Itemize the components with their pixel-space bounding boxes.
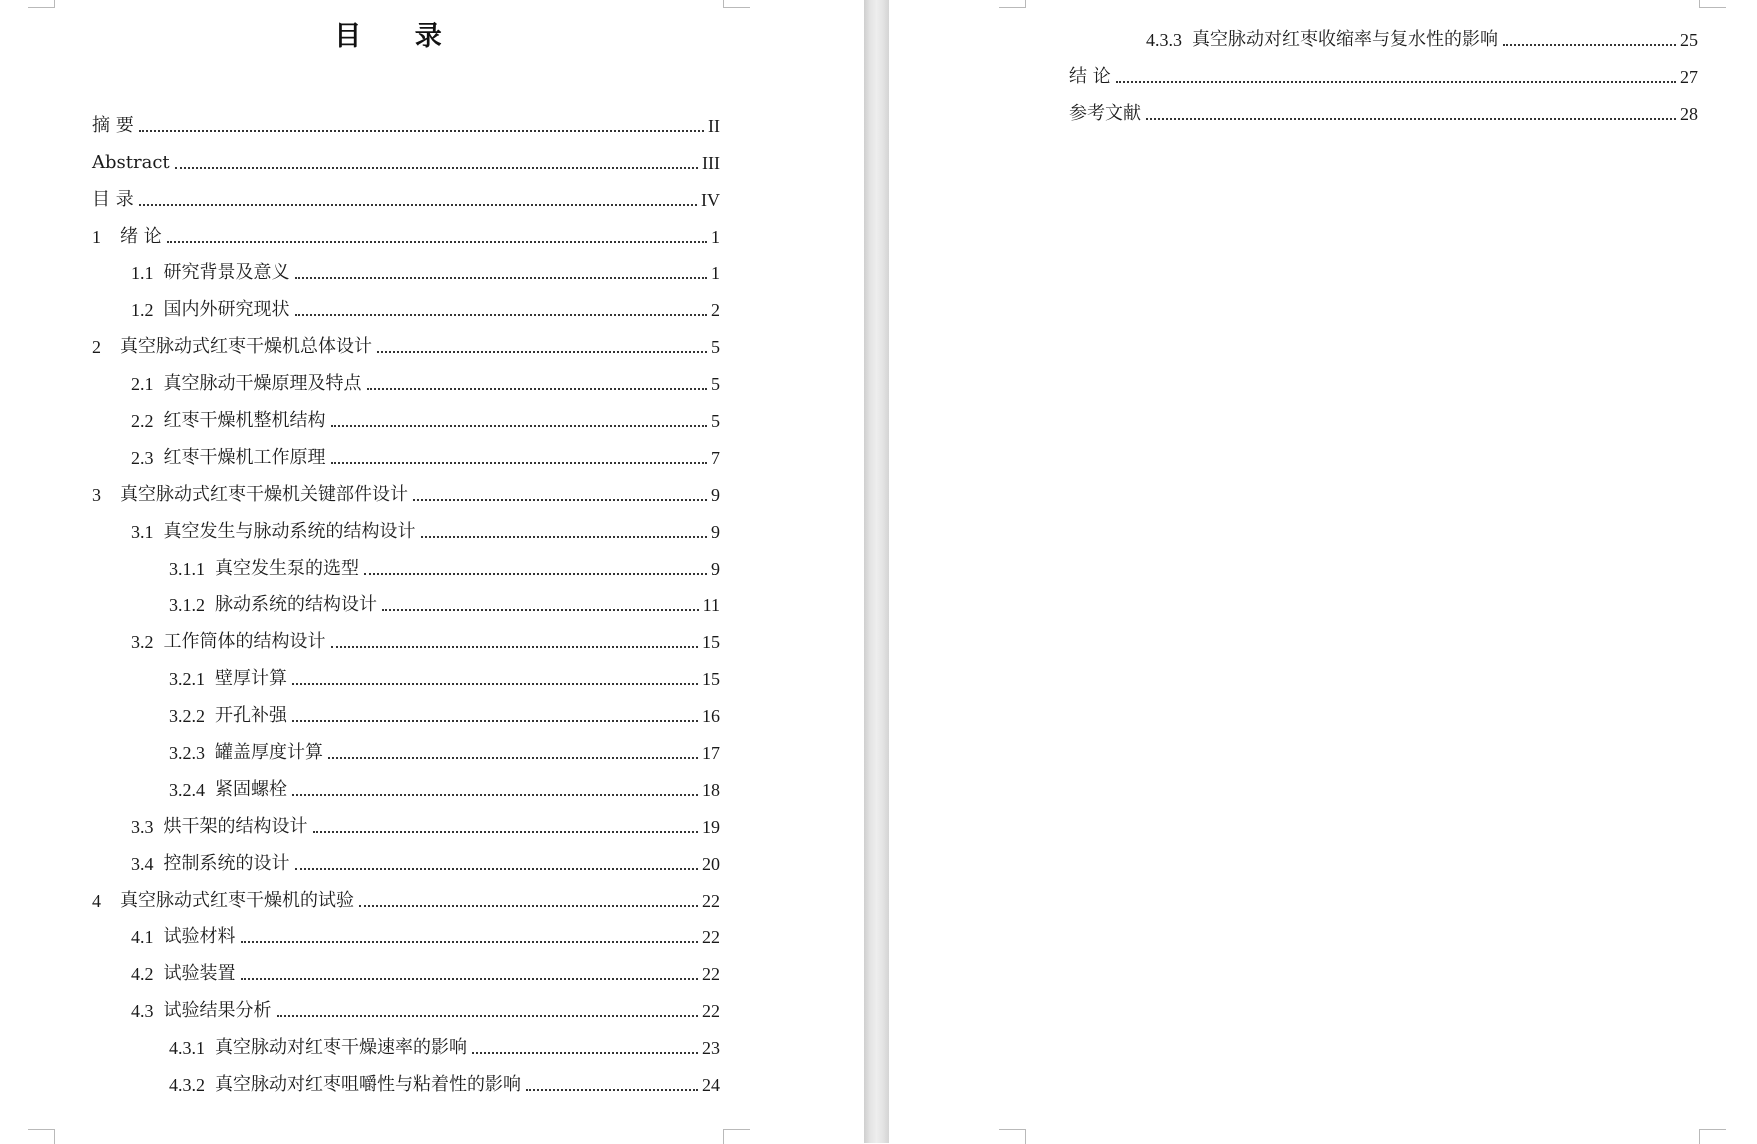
toc-leader-dots [472,1052,698,1054]
toc-entry-page-number: 2 [711,300,720,321]
toc-entry[interactable] [92,690,720,727]
crop-mark [723,1129,750,1144]
toc-entry[interactable] [1069,51,1698,88]
toc-entry-number: 4 [92,890,101,911]
toc-leader-dots [421,536,708,538]
crop-mark [28,1129,55,1144]
toc-entry[interactable] [92,321,720,358]
toc-entry-page-number: 18 [702,779,720,800]
toc-title: 目 录 [334,21,464,52]
toc-entry-title: Abstract [92,151,170,173]
toc-entry-title: 真空脉动对红枣干燥速率的影响 [215,1037,467,1059]
toc-entry-page-number: 5 [711,374,720,395]
toc-leader-dots [377,351,707,353]
toc-entry-page-number: 22 [702,890,720,911]
toc-entry-number: 3.1.1 [169,558,205,579]
toc-entry-page-number: 22 [702,1001,720,1022]
toc-entry[interactable] [92,543,720,580]
toc-entry[interactable] [92,174,720,211]
toc-entry-page-number: 25 [1680,29,1698,50]
toc-leader-dots [367,388,708,390]
toc-entry-number: 3.2.3 [169,743,205,764]
toc-leader-dots [292,683,698,685]
toc-leader-dots [167,241,707,243]
toc-entry-number: 3.2.4 [169,779,205,800]
toc-entry-title: 红枣干燥机整机结构 [163,410,326,432]
toc-entry-page-number: 16 [702,706,720,727]
toc-entry-title: 摘 要 [92,114,134,136]
toc-entry-number: 2.1 [131,374,154,395]
toc-entry-number: 2 [92,337,101,358]
toc-entry-number: 1.1 [131,263,154,284]
toc-entry-number: 1.2 [131,300,154,321]
toc-entry-title: 控制系统的设计 [163,852,290,874]
toc-leader-dots [277,1015,699,1017]
toc-entry[interactable] [92,211,720,248]
toc-entry-page-number: 27 [1680,66,1698,87]
toc-entry-page-number: 17 [702,743,720,764]
toc-entry[interactable] [92,838,720,875]
toc-entry[interactable] [92,764,720,801]
toc-entry-page-number: 20 [702,853,720,874]
toc-entry-title: 试验装置 [163,963,236,985]
toc-entry-number: 3.4 [131,853,154,874]
toc-leader-dots [413,499,707,501]
toc-entry[interactable] [92,1022,720,1059]
toc-entry-page-number: 19 [702,816,720,837]
toc-leader-dots [331,646,699,648]
toc-leader-dots [331,462,708,464]
toc-list [92,100,720,1096]
toc-entry[interactable] [92,284,720,321]
toc-entry[interactable] [92,580,720,617]
crop-mark [999,1129,1026,1144]
toc-entry-page-number: 15 [702,669,720,690]
toc-entry-title: 真空脉动干燥原理及特点 [163,373,362,395]
toc-entry-number: 1 [92,226,101,247]
toc-entry[interactable] [1069,14,1698,51]
toc-entry-title: 脉动系统的结构设计 [215,594,377,616]
toc-entry[interactable] [92,395,720,432]
toc-entry-title: 真空脉动对红枣收缩率与复水性的影响 [1192,28,1498,50]
toc-leader-dots [313,831,699,833]
toc-leader-dots [241,978,699,980]
toc-leader-dots [139,130,704,132]
toc-entry-title: 参考文献 [1069,102,1141,124]
crop-mark [999,0,1026,8]
crop-mark [1699,0,1726,8]
toc-leader-dots [1503,44,1676,46]
toc-entry-title: 目 录 [92,188,134,210]
toc-entry-title: 壁厚计算 [215,668,287,690]
toc-entry[interactable] [92,432,720,469]
toc-entry-title: 烘干架的结构设计 [163,815,308,837]
toc-entry[interactable] [92,100,720,137]
toc-entry-page-number: 9 [711,521,720,542]
toc-entry-page-number: III [702,152,720,173]
toc-entry-page-number: 23 [702,1038,720,1059]
toc-entry[interactable] [92,653,720,690]
toc-entry-number: 2.2 [131,411,154,432]
toc-entry[interactable] [92,912,720,949]
crop-mark [28,0,55,8]
toc-leader-dots [295,314,708,316]
toc-leader-dots [1116,81,1676,83]
toc-leader-dots [139,204,697,206]
toc-entry-number: 4.2 [131,964,154,985]
toc-leader-dots [382,609,699,611]
toc-entry-title: 真空发生与脉动系统的结构设计 [163,520,416,542]
toc-entry-title: 开孔补强 [215,705,287,727]
toc-entry-number: 3.1.2 [169,595,205,616]
toc-entry-number: 4.3.2 [169,1075,205,1096]
toc-entry-title: 试验结果分析 [163,1000,272,1022]
toc-entry[interactable] [92,248,720,285]
page-gutter [864,0,889,1143]
toc-entry-title: 真空脉动对红枣咀嚼性与粘着性的影响 [215,1074,521,1096]
toc-entry[interactable] [92,506,720,543]
toc-entry-title: 国内外研究现状 [163,299,290,321]
toc-leader-dots [526,1089,698,1091]
toc-entry-title: 罐盖厚度计算 [215,742,323,764]
toc-entry-page-number: 22 [702,927,720,948]
toc-list-continued [1069,14,1698,125]
toc-entry-title: 真空发生泵的选型 [215,557,359,579]
toc-entry-page-number: 5 [711,411,720,432]
left-page [0,0,864,1143]
toc-entry-page-number: 1 [711,226,720,247]
toc-entry-number: 3.3 [131,816,154,837]
toc-entry-page-number: 11 [702,595,720,616]
toc-entry[interactable] [92,358,720,395]
toc-entry-title: 红枣干燥机工作原理 [163,446,326,468]
toc-leader-dots [364,573,707,575]
toc-entry-number: 4.3.3 [1146,29,1182,50]
toc-entry-title: 试验材料 [163,926,236,948]
toc-entry-page-number: IV [701,189,720,210]
toc-entry-number: 2.3 [131,447,154,468]
toc-entry-number: 4.3 [131,1001,154,1022]
toc-entry-page-number: 28 [1680,103,1698,124]
toc-entry-page-number: 9 [711,484,720,505]
toc-entry-title: 工作筒体的结构设计 [163,631,326,653]
toc-entry-page-number: 22 [702,964,720,985]
toc-entry-title: 研究背景及意义 [163,262,290,284]
toc-entry-page-number: II [708,115,720,136]
toc-entry-title: 紧固螺栓 [215,778,287,800]
toc-entry-number: 3.1 [131,521,154,542]
toc-entry-page-number: 24 [702,1075,720,1096]
toc-leader-dots [328,757,698,759]
toc-entry-number: 3.2.2 [169,706,205,727]
toc-entry-number: 3.2.1 [169,669,205,690]
toc-entry-number: 4.3.1 [169,1038,205,1059]
toc-entry[interactable] [92,137,720,174]
toc-entry-page-number: 15 [702,632,720,653]
toc-entry-page-number: 9 [711,558,720,579]
toc-entry-page-number: 1 [711,263,720,284]
toc-leader-dots [1146,118,1676,120]
toc-entry[interactable] [92,985,720,1022]
toc-leader-dots [331,425,708,427]
toc-entry-title: 结 论 [1069,65,1111,87]
toc-leader-dots [295,868,699,870]
toc-entry-number: 4.1 [131,927,154,948]
toc-entry[interactable] [1069,88,1698,125]
toc-entry-title: 真空脉动式红枣干燥机关键部件设计 [120,483,408,505]
crop-mark [723,0,750,8]
toc-leader-dots [359,905,698,907]
toc-entry[interactable] [92,948,720,985]
toc-entry-title: 绪 论 [120,225,162,247]
toc-entry-number: 3.2 [131,632,154,653]
toc-entry-page-number: 5 [711,337,720,358]
toc-entry[interactable] [92,727,720,764]
toc-entry-title: 真空脉动式红枣干燥机总体设计 [120,336,372,358]
toc-entry-number: 3 [92,484,101,505]
toc-entry[interactable] [92,469,720,506]
toc-entry[interactable] [92,801,720,838]
toc-leader-dots [292,720,698,722]
toc-entry-title: 真空脉动式红枣干燥机的试验 [120,889,354,911]
toc-leader-dots [241,941,699,943]
toc-entry-page-number: 7 [711,447,720,468]
toc-leader-dots [175,167,698,169]
toc-leader-dots [292,794,698,796]
crop-mark [1699,1129,1726,1144]
toc-entry[interactable] [92,875,720,912]
toc-entry[interactable] [92,616,720,653]
right-page [889,0,1757,1143]
toc-leader-dots [295,277,708,279]
toc-entry[interactable] [92,1059,720,1096]
